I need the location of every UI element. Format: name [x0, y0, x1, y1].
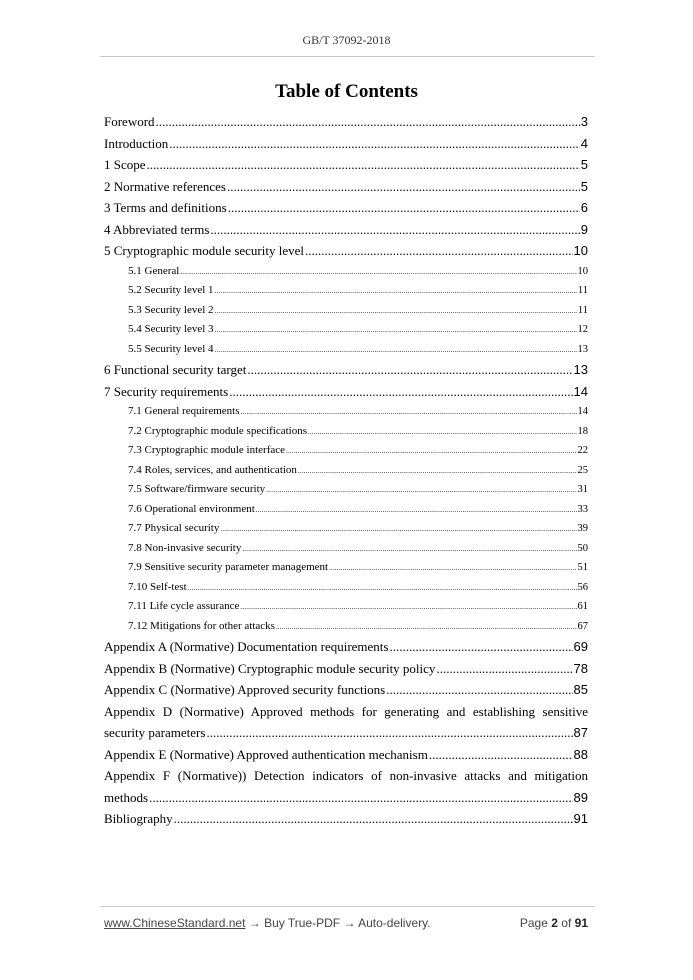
- toc-page-number: 5: [580, 157, 588, 172]
- toc-page-number: 51: [577, 562, 588, 573]
- toc-page-number: 69: [573, 639, 588, 654]
- toc-entry-security-level[interactable]: 5 Cryptographic module security level ..... 10: [104, 243, 588, 265]
- toc-subentry-7-6[interactable]: 7.6 Operational environment ..... 33: [104, 503, 588, 523]
- toc-page-number: 33: [577, 503, 588, 515]
- toc-page-number: 39: [577, 523, 588, 534]
- toc-page-number: 85: [573, 682, 588, 697]
- toc-entry-terms-definitions[interactable]: 3 Terms and definitions ..... 6: [104, 200, 588, 222]
- toc-entry-normative-references[interactable]: 2 Normative references ..... 5: [104, 179, 588, 201]
- toc-page-number: 50: [577, 542, 588, 554]
- toc-subentry-7-4[interactable]: 7.4 Roles, services, and authentication ..... 25: [104, 464, 588, 484]
- toc-page-number: 87: [573, 725, 588, 740]
- toc-entry-appendix-c[interactable]: Appendix C (Normative) Approved security functions ..... 85: [104, 682, 588, 704]
- toc-subentry-7-2[interactable]: 7.2 Cryptographic module specifications ..... 18: [104, 425, 588, 445]
- toc-page-number: 12: [577, 324, 588, 335]
- toc-entry-security-requirements[interactable]: 7 Security requirements ..... 14: [104, 384, 588, 406]
- page-footer: [104, 916, 588, 930]
- toc-entry-bibliography[interactable]: Bibliography ..... 91: [104, 811, 588, 833]
- toc-page-number: 10: [573, 243, 588, 258]
- toc-page-number: 67: [577, 620, 588, 632]
- toc-page-number: 5: [580, 178, 588, 194]
- page-indicator: Page 2 of 91: [519, 916, 588, 930]
- toc-subentry-7-8[interactable]: 7.8 Non-invasive security ..... 50: [104, 542, 588, 562]
- toc-page-number: 14: [573, 383, 588, 399]
- document-id-header: GB/T 37092-2018: [302, 33, 391, 47]
- toc-page-number: 89: [573, 789, 588, 805]
- header-divider: [100, 56, 595, 57]
- toc-page-number: 13: [577, 343, 588, 355]
- footer-tagline: → Buy True-PDF → Auto-delivery.: [245, 916, 431, 930]
- toc-page-number: 78: [573, 660, 588, 676]
- toc-subentry-7-12[interactable]: 7.12 Mitigations for other attacks ..... 67: [104, 620, 588, 640]
- toc-entry-scope[interactable]: 1 Scope ..... 5: [104, 157, 588, 179]
- toc-subentry-7-1[interactable]: 7.1 General requirements ..... 14: [104, 405, 588, 425]
- toc-subentry-5-4[interactable]: 5.4 Security level 3 ..... 12: [104, 323, 588, 343]
- website-link[interactable]: www.ChineseStandard.net: [104, 916, 246, 930]
- toc-page-number: 13: [573, 362, 588, 377]
- total-page-count: 91: [574, 916, 588, 930]
- toc-page-number: 91: [573, 811, 588, 826]
- toc-page-number: 3: [580, 114, 588, 129]
- toc-page-number: 4: [580, 135, 588, 151]
- toc-entry-appendix-d[interactable]: Appendix D (Normative) Approved methods for generating and establishing sensitive security parameters ..... 87: [104, 704, 588, 747]
- toc-page-number: 11: [577, 304, 588, 316]
- toc-subentry-7-9[interactable]: 7.9 Sensitive security parameter management ..... 51: [104, 561, 588, 581]
- toc-subentry-5-2[interactable]: 5.2 Security level 1 ..... 11: [104, 284, 588, 304]
- footer-promo: [104, 916, 431, 930]
- toc-page-number: 22: [577, 445, 588, 456]
- toc-entry-appendix-a[interactable]: Appendix A (Normative) Documentation requirements ..... 69: [104, 639, 588, 661]
- toc-page-number: 9: [580, 221, 588, 237]
- page-title: Table of Contents: [275, 81, 418, 102]
- toc-page-number: 61: [577, 601, 588, 612]
- toc-page-number: 56: [577, 581, 588, 593]
- toc-subentry-5-5[interactable]: 5.5 Security level 4 ..... 13: [104, 343, 588, 363]
- toc-page-number: 18: [577, 425, 588, 437]
- toc-entry-introduction[interactable]: Introduction ..... 4: [104, 136, 588, 158]
- table-of-contents: [104, 114, 588, 833]
- toc-entry-abbreviated-terms[interactable]: 4 Abbreviated terms ..... 9: [104, 222, 588, 244]
- toc-page-number: 11: [577, 285, 588, 296]
- toc-entry-appendix-f[interactable]: Appendix F (Normative)) Detection indicators of non-invasive attacks and mitigation methods ..... 89: [104, 768, 588, 811]
- toc-subentry-7-7[interactable]: 7.7 Physical security ..... 39: [104, 522, 588, 542]
- toc-page-number: 88: [573, 746, 588, 762]
- toc-entry-functional-security-target[interactable]: 6 Functional security target ..... 13: [104, 362, 588, 384]
- toc-subentry-7-10[interactable]: 7.10 Self-test ..... 56: [104, 581, 588, 601]
- toc-page-number: 10: [577, 265, 588, 277]
- toc-page-number: 25: [577, 464, 588, 476]
- toc-subentry-7-5[interactable]: 7.5 Software/firmware security ..... 31: [104, 483, 588, 503]
- current-page-number: 2: [551, 916, 558, 930]
- toc-entry-appendix-b[interactable]: Appendix B (Normative) Cryptographic module security policy ..... 78: [104, 661, 588, 683]
- toc-subentry-7-3[interactable]: 7.3 Cryptographic module interface ..... 22: [104, 444, 588, 464]
- footer-divider: [100, 906, 595, 907]
- toc-subentry-7-11[interactable]: 7.11 Life cycle assurance ..... 61: [104, 600, 588, 620]
- toc-entry-foreword[interactable]: Foreword ..... 3: [104, 114, 588, 136]
- toc-page-number: 14: [577, 406, 588, 417]
- toc-page-number: 6: [580, 200, 588, 215]
- toc-entry-appendix-e[interactable]: Appendix E (Normative) Approved authentication mechanism ..... 88: [104, 747, 588, 769]
- toc-page-number: 31: [577, 484, 588, 495]
- toc-subentry-5-1[interactable]: 5.1 General ..... 10: [104, 265, 588, 285]
- toc-subentry-5-3[interactable]: 5.3 Security level 2 ..... 11: [104, 304, 588, 324]
